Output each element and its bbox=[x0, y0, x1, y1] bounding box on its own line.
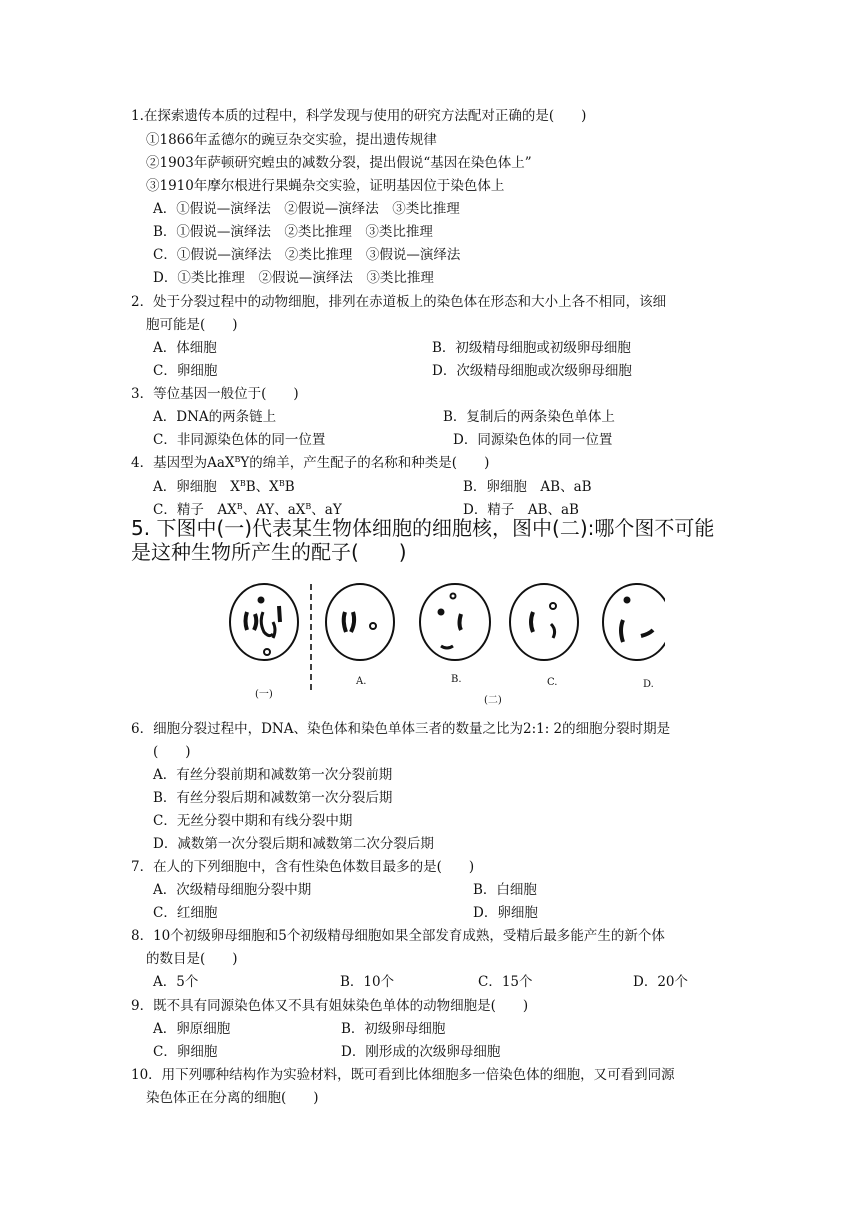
q4-stem: 4．基因型为AaX$^B$Y的绵羊，产生配子的名称和种类是( ) bbox=[131, 455, 490, 471]
q8-stem-line2: 的数目是( ) bbox=[146, 951, 238, 967]
q2-option-a: A．体细胞 bbox=[153, 340, 217, 356]
fig-label-c: C. bbox=[547, 677, 558, 688]
q2-option-d: D．次级精母细胞或次级卵母细胞 bbox=[432, 363, 632, 379]
q8-option-d: D．20个 bbox=[633, 974, 689, 990]
q4-option-a: A．卵细胞 $X^BB$、$X^BB$ bbox=[153, 479, 295, 495]
cell-one bbox=[230, 584, 298, 660]
q4-option-d: D．精子 AB、aB bbox=[463, 502, 579, 518]
fig-label-two: (二) bbox=[484, 695, 502, 706]
q2-stem-line1: 2．处于分裂过程中的动物细胞，排列在赤道板上的染色体在形态和大小上各不相同，该细 bbox=[131, 294, 667, 310]
q3-option-c: C．非同源染色体的同一位置 bbox=[153, 432, 326, 448]
q8-option-c: C．15个 bbox=[478, 974, 533, 990]
q4-option-c: C．精子 $AX^B$、AY、$aX^B$、aY bbox=[153, 502, 342, 518]
q7-option-b: B．白细胞 bbox=[473, 882, 537, 898]
q5-stem-line2: 是这种生物所产生的配子( ) bbox=[131, 540, 407, 564]
cell-a bbox=[326, 584, 394, 660]
q10-stem-line1: 10．用下列哪种结构作为实验材料，既可看到比体细胞多一倍染色体的细胞，又可看到同源 bbox=[131, 1067, 675, 1083]
q3-option-d: D．同源染色体的同一位置 bbox=[453, 432, 613, 448]
q3-stem: 3．等位基因一般位于( ) bbox=[131, 386, 299, 402]
q9-stem: 9．既不具有同源染色体又不具有姐妹染色单体的动物细胞是( ) bbox=[131, 998, 529, 1014]
q9-option-c: C．卵细胞 bbox=[153, 1044, 218, 1060]
q7-option-d: D．卵细胞 bbox=[473, 905, 538, 921]
q1-item-1: ①1866年孟德尔的豌豆杂交实验，提出遗传规律 bbox=[146, 132, 437, 148]
q1-option-a: A．①假说—演绎法 ②假说—演绎法 ③类比推理 bbox=[153, 201, 460, 217]
q6-stem-line2: ( ) bbox=[153, 744, 191, 760]
q2-stem-line2: 胞可能是( ) bbox=[146, 317, 238, 333]
q10-stem-line2: 染色体正在分离的细胞( ) bbox=[146, 1090, 319, 1106]
q9-option-d: D．刚形成的次级卵母细胞 bbox=[341, 1044, 501, 1060]
q6-option-b: B．有丝分裂后期和减数第一次分裂后期 bbox=[153, 790, 393, 806]
q8-option-a: A．5个 bbox=[153, 974, 199, 990]
q3-option-a: A．DNA的两条链上 bbox=[153, 409, 277, 425]
fig-label-b: B. bbox=[451, 674, 462, 685]
q9-option-a: A．卵原细胞 bbox=[153, 1021, 231, 1037]
q6-option-c: C．无丝分裂中期和有线分裂中期 bbox=[153, 813, 353, 829]
q8-option-b: B．10个 bbox=[340, 974, 395, 990]
q9-option-b: B．初级卵母细胞 bbox=[341, 1021, 446, 1037]
cell-d bbox=[603, 584, 665, 660]
q4-option-b: B．卵细胞 AB、aB bbox=[463, 479, 592, 495]
q1-stem: 1.在探索遗传本质的过程中，科学发现与使用的研究方法配对正确的是( ) bbox=[131, 108, 587, 124]
q1-item-2: ②1903年萨顿研究蝗虫的减数分裂，提出假说“基因在染色体上” bbox=[146, 155, 532, 171]
q2-option-c: C．卵细胞 bbox=[153, 363, 218, 379]
q1-option-b: B．①假说—演绎法 ②类比推理 ③类比推理 bbox=[153, 224, 433, 240]
fig-label-d: D. bbox=[643, 679, 654, 690]
q1-item-3: ③1910年摩尔根进行果蝇杂交实验，证明基因位于染色体上 bbox=[146, 178, 505, 194]
q7-option-a: A．次级精母细胞分裂中期 bbox=[153, 882, 312, 898]
q6-option-a: A．有丝分裂前期和减数第一次分裂前期 bbox=[153, 767, 393, 783]
fig-label-a: A. bbox=[356, 676, 367, 687]
q3-option-b: B．复制后的两条染色单体上 bbox=[443, 409, 615, 425]
q1-option-d: D．①类比推理 ②假说—演绎法 ③类比推理 bbox=[153, 270, 434, 286]
q6-stem-line1: 6．细胞分裂过程中，DNA、染色体和染色单体三者的数量之比为2:1: 2的细胞分裂时期是 bbox=[131, 721, 671, 737]
fig-label-one: (一) bbox=[255, 689, 273, 700]
q6-option-d: D．减数第一次分裂后期和减数第二次分裂后期 bbox=[153, 836, 434, 852]
cell-c bbox=[510, 584, 578, 660]
chromosome-figure bbox=[225, 578, 665, 713]
q2-option-b: B．初级精母细胞或初级卵母细胞 bbox=[432, 340, 631, 356]
q8-stem-line1: 8．10个初级卵母细胞和5个初级精母细胞如果全部发育成熟，受精后最多能产生的新个体 bbox=[131, 928, 665, 944]
q5-stem-line1: 5. 下图中(一)代表某生物体细胞的细胞核，图中(二):哪个图不可能 bbox=[131, 516, 715, 540]
q1-option-c: C．①假说—演绎法 ②类比推理 ③假说—演绎法 bbox=[153, 247, 461, 263]
q7-option-c: C．红细胞 bbox=[153, 905, 218, 921]
q7-stem: 7．在人的下列细胞中，含有性染色体数目最多的是( ) bbox=[131, 859, 475, 875]
